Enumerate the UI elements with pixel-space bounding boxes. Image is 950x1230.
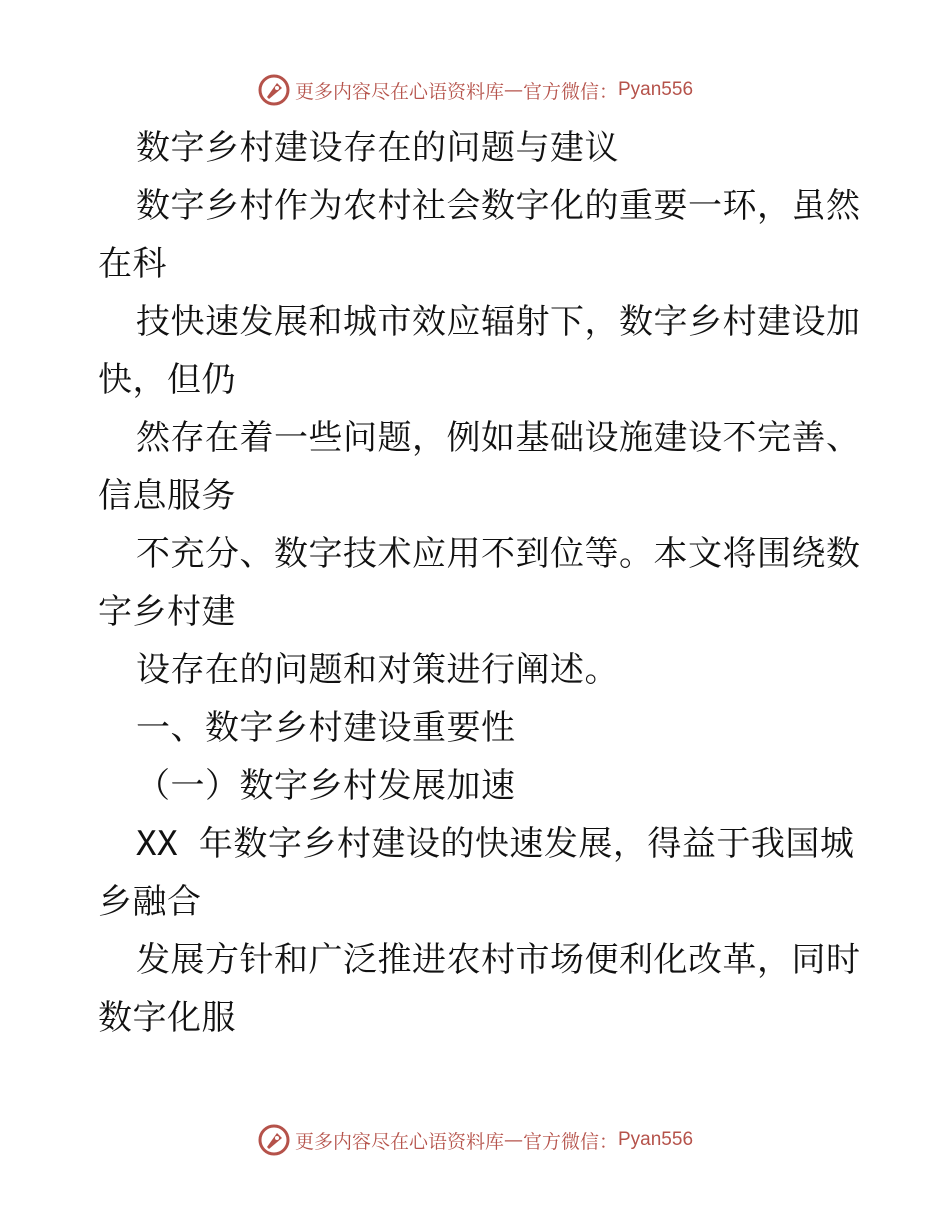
watermark-site-text: 更多内容尽在心语资料库 [294,1130,504,1153]
section-heading: 一、数字乡村建设重要性 [136,708,516,748]
paragraph-line: 不充分、数字技术应用不到位等。本文将围绕数 [136,534,861,574]
paragraph-line: 然存在着一些问题，例如基础设施建设不完善、 [136,418,861,458]
paragraph-line: 设存在的问题和对策进行阐述。 [136,650,619,690]
paragraph-line: XX 年数字乡村建设的快速发展，得益于我国城 [136,824,855,864]
watermark-dash: — [503,1129,523,1151]
footer-watermark [0,1122,950,1158]
paragraph-line: 信息服务 [98,476,236,516]
document-title: 数字乡村建设存在的问题与建议 [136,128,619,168]
paragraph-line: 乡融合 [98,882,202,922]
watermark-site-text: 更多内容尽在心语资料库 [294,80,504,103]
watermark-dash: — [503,79,523,101]
paragraph-line: 技快速发展和城市效应辐射下，数字乡村建设加 [136,302,861,342]
paragraph-line: 数字化服 [98,998,236,1038]
paragraph-line: 数字乡村作为农村社会数字化的重要一环，虽然 [136,186,861,226]
paragraph-line: 发展方针和广泛推进农村市场便利化改革，同时 [136,940,861,980]
watermark-wechat-id: Pyan556 [618,79,694,100]
paragraph-line: 快，但仍 [98,360,236,400]
watermark-wechat-label: 官方微信： [522,80,618,103]
paragraph-line: 字乡村建 [98,592,236,632]
subsection-heading: （一）数字乡村发展加速 [136,766,516,806]
watermark-wechat-id: Pyan556 [618,1129,694,1150]
header-watermark [0,72,950,108]
watermark-wechat-label: 官方微信： [522,1130,618,1153]
pen-nib-logo-icon [257,73,291,107]
pen-nib-logo-icon [257,1123,291,1157]
paragraph-line: 在科 [98,244,167,284]
